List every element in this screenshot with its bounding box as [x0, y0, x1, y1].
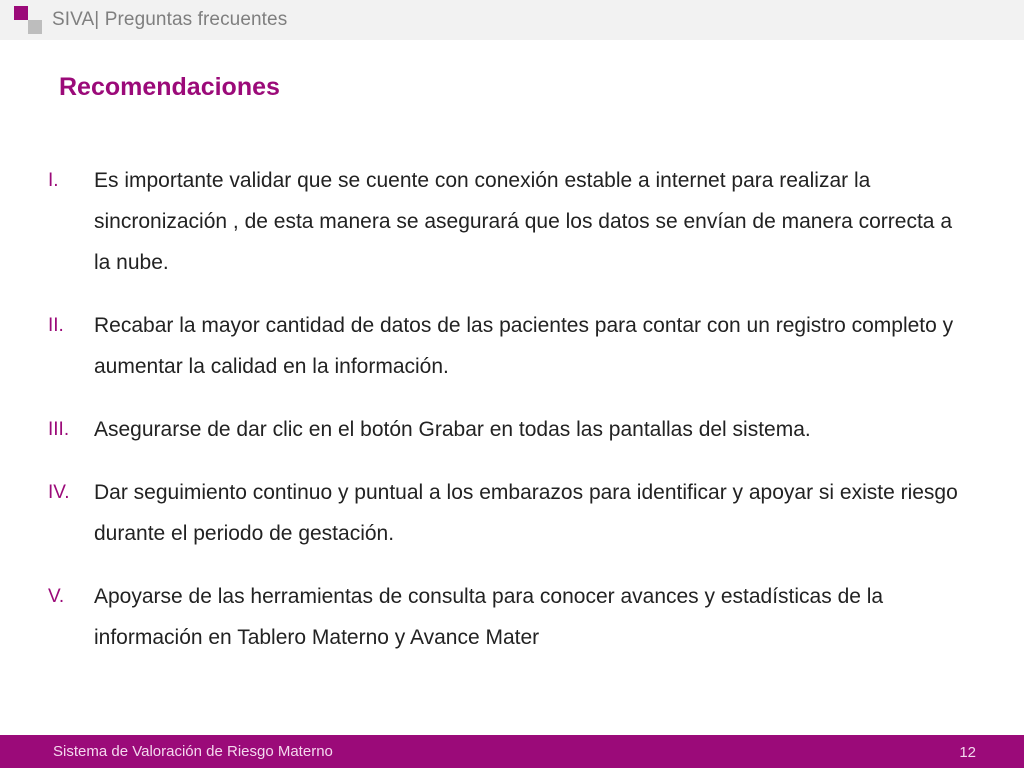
- list-item-text: Dar seguimiento continuo y puntual a los embarazos para identificar y apoyar si existe riesgo durante el periodo de gestación.: [94, 481, 958, 545]
- list-item-number: II.: [48, 315, 64, 336]
- list-item: [48, 305, 968, 387]
- footer-text: Sistema de Valoración de Riesgo Materno: [53, 743, 333, 760]
- list-item-number: I.: [48, 170, 59, 191]
- list-item-number: III.: [48, 419, 70, 440]
- list-item-text: Asegurarse de dar clic en el botón Grabar en todas las pantallas del sistema.: [94, 418, 811, 441]
- logo-square-secondary: [28, 20, 42, 34]
- logo-icon: [14, 6, 42, 34]
- list-item: [48, 576, 968, 658]
- list-item-number: IV.: [48, 482, 70, 503]
- list-item: [48, 409, 968, 450]
- list-item-text: Es importante validar que se cuente con conexión estable a internet para realizar la sincronización , de esta manera se asegurará que los datos se envían de manera correcta a la nube.: [94, 169, 952, 274]
- list-item: [48, 472, 968, 554]
- recommendations-list: [48, 160, 968, 680]
- logo-square-primary: [14, 6, 28, 20]
- list-item-text: Recabar la mayor cantidad de datos de las pacientes para contar con un registro completo y aumentar la calidad en la información.: [94, 314, 954, 378]
- header-title: SIVA| Preguntas frecuentes: [52, 9, 288, 30]
- page-number: 12: [959, 744, 976, 761]
- header-bar: [0, 0, 1024, 40]
- list-item-number: V.: [48, 586, 65, 607]
- footer-bar: [0, 735, 1024, 768]
- section-title: Recomendaciones: [59, 73, 280, 101]
- list-item-text: Apoyarse de las herramientas de consulta para conocer avances y estadísticas de la información en Tablero Materno y Avance Mater: [94, 585, 884, 649]
- list-item: [48, 160, 968, 283]
